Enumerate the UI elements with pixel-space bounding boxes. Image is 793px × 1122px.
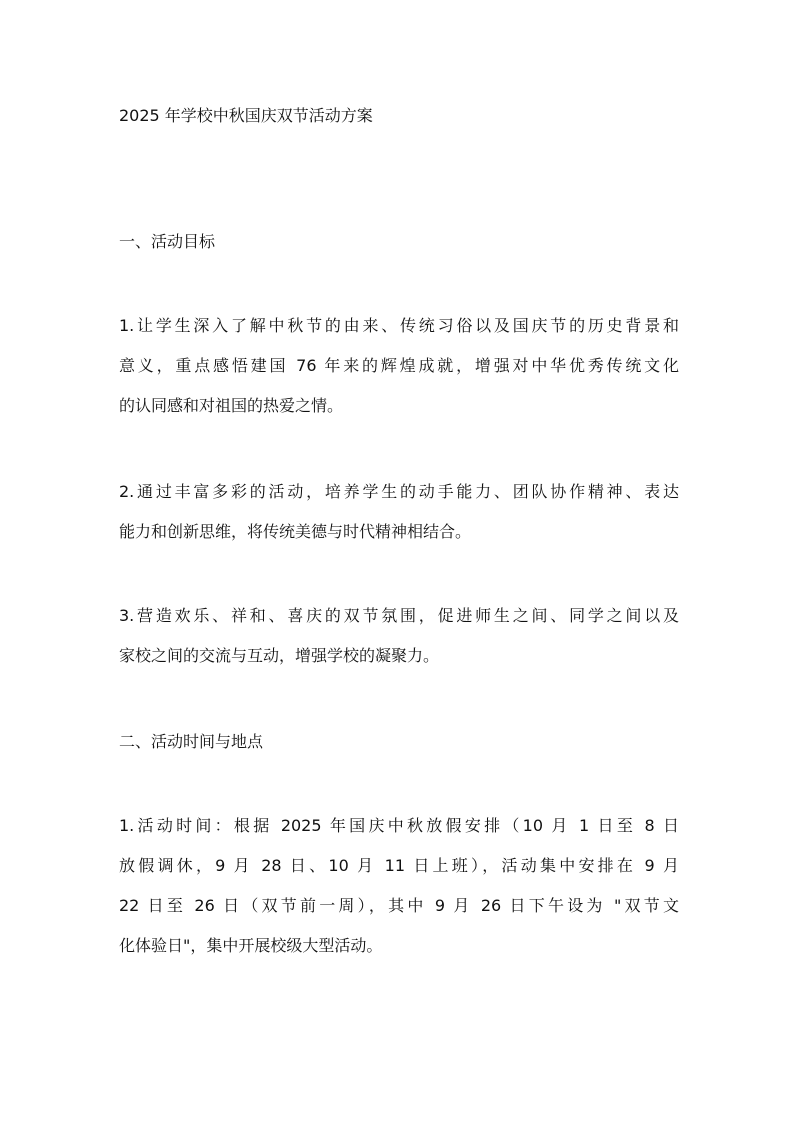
paragraph-time — [119, 812, 679, 972]
document-title: 2025 年学校中秋国庆双节活动方案 — [119, 106, 373, 125]
paragraph-line: 1.活动时间：根据 2025 年国庆中秋放假安排（10 月 1 日至 8 日 — [119, 816, 679, 835]
paragraph-line: 1.让学生深入了解中秋节的由来、传统习俗以及国庆节的历史背景和 — [119, 316, 679, 335]
paragraph-goal-2 — [119, 478, 679, 558]
paragraph-line: 的认同感和对祖国的热爱之情。 — [119, 396, 344, 415]
paragraph-goal-3 — [119, 602, 679, 682]
section-heading-goals: 一、活动目标 — [119, 232, 216, 251]
paragraph-goal-1 — [119, 312, 679, 432]
paragraph-line: 能力和创新思维，将传统美德与时代精神相结合。 — [119, 522, 472, 541]
paragraph-line: 22 日至 26 日（双节前一周），其中 9 月 26 日下午设为 "双节文 — [119, 896, 679, 915]
paragraph-line: 放假调休，9 月 28 日、10 月 11 日上班），活动集中安排在 9 月 — [119, 856, 679, 875]
paragraph-line: 家校之间的交流与互动，增强学校的凝聚力。 — [119, 646, 440, 665]
paragraph-line: 3.营造欢乐、祥和、喜庆的双节氛围，促进师生之间、同学之间以及 — [119, 606, 679, 625]
paragraph-line: 意义，重点感悟建国 76 年来的辉煌成就，增强对中华优秀传统文化 — [119, 356, 679, 375]
paragraph-line: 化体验日"，集中开展校级大型活动。 — [119, 936, 383, 955]
paragraph-line: 2.通过丰富多彩的活动，培养学生的动手能力、团队协作精神、表达 — [119, 482, 679, 501]
section-heading-time-place: 二、活动时间与地点 — [119, 732, 264, 751]
